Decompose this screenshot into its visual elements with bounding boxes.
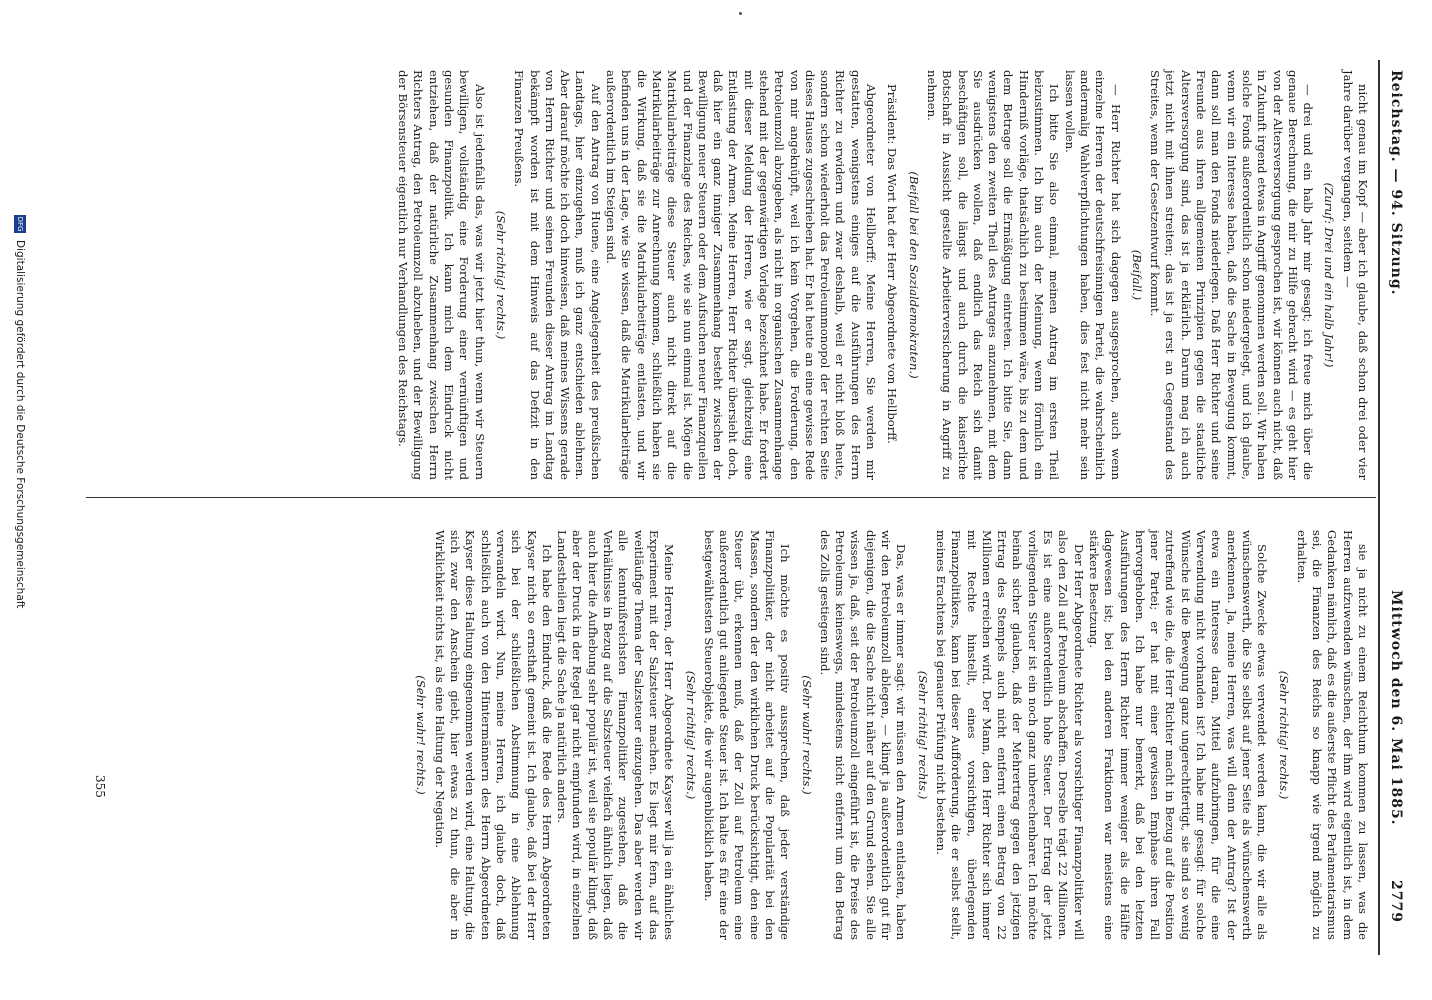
speaker-paragraph: Präsident: Das Wort hat der Herr Abgeordnete von Hellborff. xyxy=(885,84,900,444)
paragraph: Auf den Antrag von Huene, eine Angelegenheit des preußischen Landtags, hier einzugehen, muß ich ganz entschieden ablehnen. Aber darauf möchte ich doch hinweisen, daß meines Wissens gerade von Herrn Richter und seinen Freunden dieser Antrag im Landtag bekämpft worden ist mit dem Hinweis auf das Defizit in den Finanzen Preußens. xyxy=(512,70,603,480)
running-head-date: Mittwoch den 6. Mai 1885. xyxy=(1388,590,1404,826)
interjection: (Sehr richtig! rechts.) xyxy=(1276,670,1291,800)
interjection: (Beifall.) xyxy=(1129,249,1144,301)
speaker-paragraph: Abgeordneter von Hellborff: Meine Herren, Sie werden mir gestatten, wenigstens einiges auf die Ausführungen des Herrn Richter zu erwidern und zwar deshalb, weil er nicht bloß heute, sondern schon wiederholt das Petroleummonopol der rechten Seite dieses Hauses zugeschrieben hat. Er hat heute an eine gewisse Rede von mir angeknüpft, weil ich kein Vorgehen, die Forderung, den Petroleumzoll abzugeben, als nicht im organischen Zusammenhange stehend mit der gegenwärtigen Vorlage bezeichnet habe. Er fordert mit dieser Meldung der Herren, wie er sagt, gleichzeitig eine Entlastung der Armen. Meine Herren, Herr Richter übersieht doch, daß hier ein ganz inniger Zusammenhang besteht zwischen der Bewilligung neuer Steuern oder dem Aufsuchen neuer Finanzquellen und der Finanzlage des Reiches, wie sie nun einmal ist. Mögen die Matrikularbeiträge diese Steuer auch nicht direkt auf die Matrikularbeiträge zur Anrechnung kommen, schließlich haben sie die Wirkung, daß sie die Matrikularbeiträge entlasten, und wir befinden uns in der Lage, wie Sie wissen, daß die Matrikularbeiträge außerordentlich im Steigen sind. xyxy=(604,70,879,480)
paragraph: Ich habe den Eindruck, daß die Rede des Herrn Abgeordneten Kayser nicht so ernsthaft gemeint ist. Ich glaube, daß bei der Herr sich bei der schließlichen Abstimmung in eine Ablehnung verwandeln wird. Nun, meine Herren, ich glaube doch, daß schließlich auch von den Hintermännern des Herrn Abgeordneten Kayser diese Haltung eingenommen werden wird, eine Haltung, die sich zwar den Anschein giebt, hier etwas zu thun, die aber in Wirklichkeit nichts ist, als eine Haltung der Negation. xyxy=(432,530,554,940)
interjection: (Sehr wahr! rechts.) xyxy=(414,675,429,795)
interjection: (Beifall bei den Sozialdemokraten.) xyxy=(906,171,921,379)
paragraph: Das, was er immer sagt: wir müssen den Armen entlasten, haben wir den Petroleumzoll ablegen, — klingt ja außerordentlich gut für diejenigen, die die Sache nicht näher auf den Grund sehen. Sie alle wissen ja, daß, seit der Petroleumzoll eingeführt ist, die Preise des Petroleums keineswegs, mindestens nicht entfernt um den Betrag des Zolls gestiegen sind. xyxy=(817,530,909,940)
scan-speck xyxy=(739,12,742,15)
interjection: (Sehr richtig! rechts.) xyxy=(915,670,930,800)
paragraph: Solche Zwecke etwas verwendet werden kann, die wir alle als wünschenswerth, die Sie selbst auf jener Seite als wünschenswerth anerkennen. Ja, meine Herren, was will denn der Antrag? Ist der etwa ein Interesse daran, Mittel aufzubringen, für die eine Verwendung nicht vorhanden ist? Ich habe mir gesagt: für solche Wünsche ist die Bewegung ganz ungerechtfertigt, sie sind so wenig zutreffend wie die, die Herr Richter macht in Bezug auf die Position jener Partei; er hat mit einer gewissen Emphase ihren Fall hervorgehoben. Ich habe nur bemerkt, daß bei den letzten Ausführungen des Herrn Richter immer weniger als die Hälfte dagewesen ist; bei den anderen Fraktionen war meistens eine stärkere Besetzung. xyxy=(1086,530,1270,940)
paragraph: Also ist jedenfalls das, was wir jetzt hier thun, wenn wir Steuern bewilligen, vollständig eine Forderung einer vernünftigen und gesunden Finanzpolitik. Ich kann mich dem Eindruck nicht entziehen, daß der natürliche Zusammenhang zwischen Herrn Richters Antrag, den Petroleumzoll abzuheben, und der Bewilligung der Börsensteuer eigentlich nur Verhandlungen des Reichstags. xyxy=(396,70,487,480)
right-column xyxy=(407,530,1370,940)
header-rule xyxy=(1378,60,1380,955)
paragraph: sie ja nicht zu einem Reichthum kommen zu lassen, was die Herren aufzuwenden wünschen, der ihm wird eigentlich ist, in dem Gedanken nämlich, daß es die außerste Pflicht des Parlamentarismus sei, die Finanzen des Reichs so knapp wie irgend möglich zu erhalten. xyxy=(1294,530,1370,940)
paragraph: Ich bitte Sie also einmal, meinen Antrag im ersten Theil beizustimmen. Ich bin auch der Meinung, wenn förmlich ein Hinderniß vorläge, thatsächlich zu bestimmen wäre, bis zu dem und dem Betrage soll die Ermäßigung eintreten. Ich bitte Sie, dann wenigstens den zweiten Theil des Antrages anzunehmen, mit dem Sie ausdrücken wollen, daß endlich das Reich sich damit beschäftigen soll, die längst und auch durch die kaiserliche Botschaft in Aussicht gestellte Arbeiterversicherung in Angriff zu nehmen. xyxy=(924,70,1062,480)
digitization-credit: Digitalisierung gefördert durch die Deutsche Forschungsgemeinschaft xyxy=(14,240,26,609)
paragraph: — Herr Richter hat sich dagegen ausgesprochen, auch wenn einzelne Herren der deutschfreisinnigen Partei, die wahrscheinlich andermalig Wahlverpflichtungen haben, dies fest nicht mehr sein lassen wollen. xyxy=(1062,70,1123,480)
interjection: (Sehr richtig! rechts.) xyxy=(683,670,698,800)
dfg-logo: DFG xyxy=(16,216,24,232)
left-column xyxy=(395,70,1370,480)
paragraph: Meine Herren, der Herr Abgeordnete Kayser will ja ein ähnliches Experiment mit der Salzsteuer machen. Es liegt mir fern, auf das weitläufige Thema der Salzsteuer einzugehen. Das aber werden wir alle kenntnißreichsten Finanzpolitiker zugestehen, daß die Verhältnisse in Bezug auf die Salzsteuer vielfach ähnlich liegen, daß auch hier die Aufhebung sehr populär ist, weil sie populär klingt, daß aber der Druck in der Regel gar nicht empfunden wird, in einzelnen Landestheilen liegt die Sache ja natürlich anders. xyxy=(555,530,677,940)
running-head-left: Reichstag. — 94. Sitzung. xyxy=(1388,70,1404,296)
page-number: 355 xyxy=(93,775,107,798)
paragraph: Ich möchte es positiv aussprechen, daß jeder verständige Finanzpolitiker, der nicht arbeitet auf die Popularität bei den Massen, sondern der den wirklichen Druck berücksichtigt, den eine Steuer übt, erkennen muß, daß der Zoll auf Petroleum eine außerordentlich gut anliegende Steuer ist. Ich halte es für eine der bestgewähltesten Steuerobjekte, die wir augenblicklich haben. xyxy=(701,530,793,940)
interjection: (Sehr richtig! rechts.) xyxy=(493,210,508,340)
paragraph: nicht genau im Kopf — aber ich glaube, daß schon drei oder vier Jahre darüber vergangen, seitdem — xyxy=(1340,70,1370,480)
interjection: (Zuruf: Drei und ein halb Jahr!) xyxy=(1322,182,1337,368)
paragraph: Der Herr Abgeordnete Richter als vorsichtiger Finanzpolitiker will also den Zoll auf Petroleum abschaffen. Derselbe trägt 22 Millionen. Es ist eine außerordentlich hohe Steuer. Der Ertrag der jetzt vorliegenden Steuer ist ein noch ganz unberechenbarer. Ich möchte beinah sicher glauben, daß der Mehrertrag gegen den jetzigen Ertrag des Stempels auch nicht entfernt einen Betrag von 22 Millionen erreichen wird. Der Mann, den Herr Richter sich immer mit Rechte hinstellt, eines vorsichtigen, überlegenden Finanzpolitikers, kann bei dieser Aufforderung, die er selbst stellt, meines Erachtens bei genauer Prüfung nicht bestehen. xyxy=(933,530,1086,940)
column-divider xyxy=(86,497,1376,498)
running-head-column-number: 2779 xyxy=(1388,880,1404,923)
interjection: (Sehr wahr! rechts.) xyxy=(799,675,814,795)
paragraph: — drei und ein halb Jahr mir gesagt; ich freue mich über die genaue Berechnung, die mir zu Hilfe gebracht wird — es geht hier von der Altersversorgung gesprochen ist, wir können auch nicht, daß in Zukunft irgend etwas in Angriff genommen werden soll. Wir haben solche Fonds außerordentlich schon niedergelegt, und ich glaube, wenn wir ein Interesse haben, daß die Sache in Bewegung kommt, dann soll man den Fonds niederlegen. Daß Herr Richter und seine Freunde aus ihren allgemeinen Prinzipien gegen die staatliche Altersversorgung sind, das ist ja erklärlich. Darum mag ich auch jetzt nicht mit ihnen streiten; das ist ja erst an Gegenstand des Streites, wenn der Gesetzentwurf kommt. xyxy=(1148,70,1316,480)
